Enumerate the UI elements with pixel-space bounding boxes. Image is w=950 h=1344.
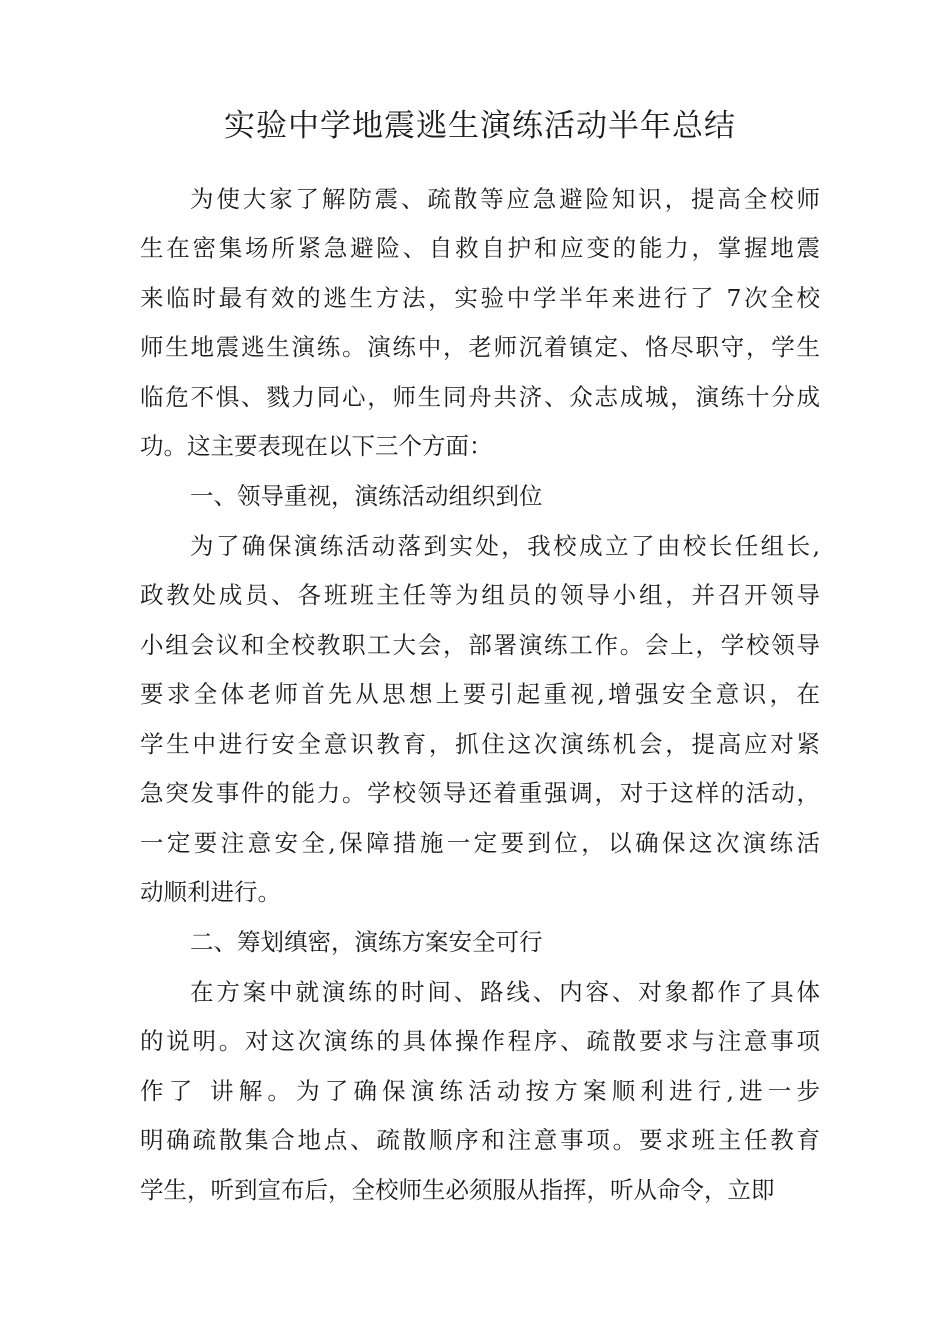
document-title: 实验中学地震逃生演练活动半年总结 xyxy=(224,108,736,144)
paragraph-line: 动顺利进行。 xyxy=(140,878,281,906)
section-heading: 一、领导重视，演练活动组织到位 xyxy=(190,482,543,510)
paragraph-line: 功。这主要表现在以下三个方面： xyxy=(140,432,493,460)
paragraph-line: 要求全体老师首先从思想上要引起重视,增强安全意识，在 xyxy=(140,680,820,708)
paragraph-line: 为使大家了解防震、疏散等应急避险知识，提高全校师 xyxy=(190,185,820,213)
paragraph-line: 明确疏散集合地点、疏散顺序和注意事项。要求班主任教育 xyxy=(140,1126,820,1154)
paragraph-line: 急突发事件的能力。学校领导还着重强调，对于这样的活动， xyxy=(140,779,820,807)
paragraph-line: 的说明。对这次演练的具体操作程序、疏散要求与注意事项 xyxy=(140,1027,820,1055)
paragraph-line: 政教处成员、各班班主任等为组员的领导小组，并召开领导 xyxy=(140,581,820,609)
paragraph-line: 师生地震逃生演练。演练中，老师沉着镇定、恪尽职守，学生 xyxy=(140,333,820,361)
paragraph-line: 临危不惧、戮力同心，师生同舟共济、众志成城，演练十分成 xyxy=(140,383,820,411)
paragraph-line: 学生中进行安全意识教育，抓住这次演练机会，提高应对紧 xyxy=(140,730,820,758)
paragraph-line: 作了 讲解。为了确保演练活动按方案顺利进行,进一步 xyxy=(140,1077,820,1105)
paragraph-line: 来临时最有效的逃生方法，实验中学半年来进行了 7次全校 xyxy=(140,284,820,312)
paragraph-line: 一定要注意安全,保障措施一定要到位，以确保这次演练活 xyxy=(140,829,820,857)
paragraph-line: 在方案中就演练的时间、路线、内容、对象都作了具体 xyxy=(190,978,820,1006)
paragraph-line: 小组会议和全校教职工大会，部署演练工作。会上，学校领导 xyxy=(140,631,820,659)
paragraph-line: 为了确保演练活动落到实处，我校成立了由校长任组长, xyxy=(190,532,820,560)
paragraph-line: 学生，听到宣布后，全校师生必须服从指挥，听从命令，立即 xyxy=(140,1176,775,1204)
paragraph-line: 生在密集场所紧急避险、自救自护和应变的能力，掌握地震 xyxy=(140,234,820,262)
section-heading: 二、筹划缜密，演练方案安全可行 xyxy=(190,928,543,956)
